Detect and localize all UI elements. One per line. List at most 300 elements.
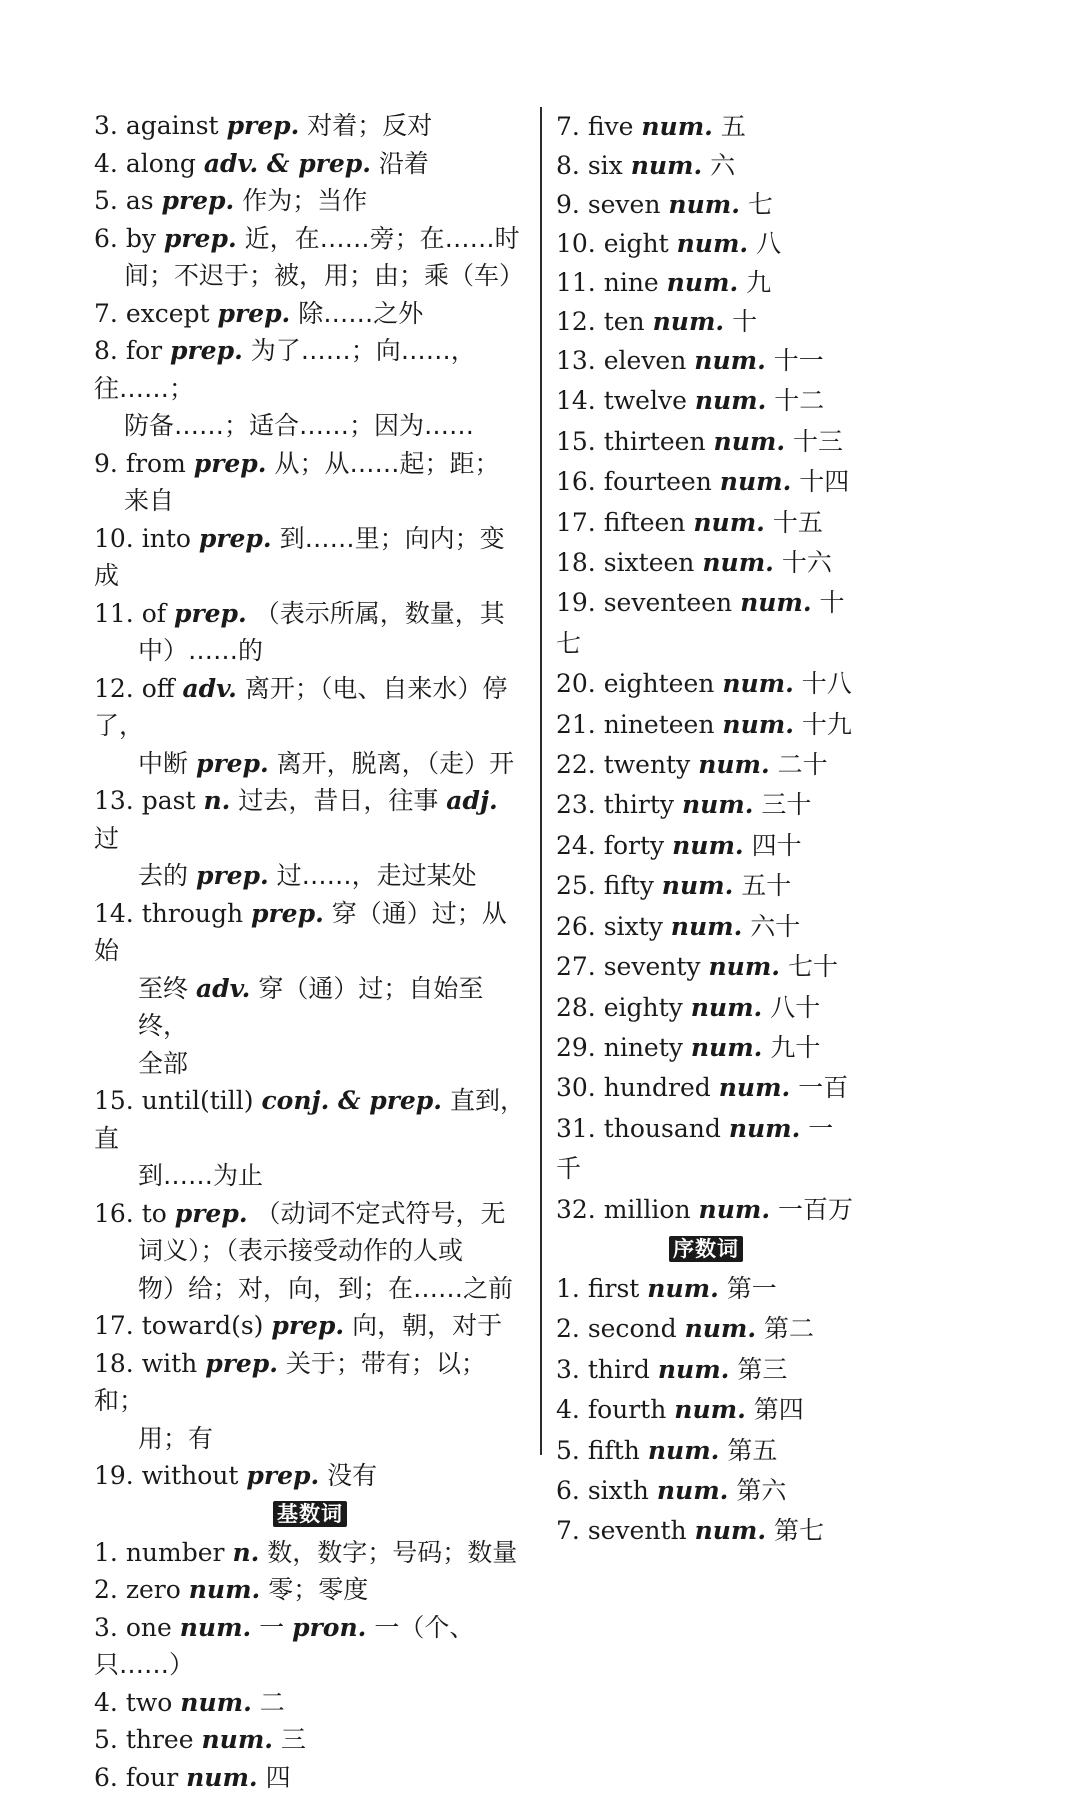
- entry-word: fourth: [588, 1395, 667, 1424]
- vocab-entry: [556, 146, 856, 185]
- entry-pos: num.: [698, 750, 770, 779]
- entry-number: 11.: [556, 268, 596, 297]
- entry-pos: num.: [672, 831, 744, 860]
- entry-word: ninety: [604, 1033, 683, 1062]
- entry-continuation: [94, 257, 526, 295]
- vocab-entry: [556, 263, 856, 302]
- entry-word: toward(s): [142, 1311, 264, 1340]
- entry-meaning: 八: [756, 229, 781, 258]
- entry-number: 31.: [556, 1114, 596, 1143]
- entry-meaning-cont: 穿（通）过；自始至终，: [138, 974, 483, 1041]
- entry-word: until(till): [142, 1086, 254, 1115]
- vocab-entry: [556, 866, 856, 906]
- entry-meaning: 一百万: [778, 1195, 853, 1224]
- entry-number: 5.: [94, 186, 118, 215]
- entry-meaning-cont: 来自: [124, 486, 174, 515]
- entry-pos: prep.: [246, 1461, 319, 1490]
- entry-meaning: 第七: [774, 1516, 824, 1545]
- vocab-entry: [556, 988, 856, 1028]
- entry-word: to: [142, 1199, 167, 1228]
- ordinal-heading-row: [556, 1236, 856, 1265]
- vocab-entry: [94, 1457, 526, 1495]
- entry-meaning-cont-prefix: 去的: [138, 861, 188, 890]
- vocab-entry: [94, 1195, 526, 1308]
- entry-pos: num.: [682, 790, 754, 819]
- entry-meaning: 对着；反对: [307, 111, 432, 140]
- entry-number: 14.: [556, 386, 596, 415]
- entry-meaning-cont: 用；有: [138, 1424, 213, 1453]
- entry-pos: prep.: [251, 899, 324, 928]
- entry-number: 27.: [556, 952, 596, 981]
- entry-number: 23.: [556, 790, 596, 819]
- entry-meaning: 第五: [727, 1436, 777, 1465]
- entry-pos: prep.: [227, 111, 300, 140]
- entry-word: without: [142, 1461, 239, 1490]
- entry-pos: prep.: [218, 299, 291, 328]
- entry-pos: num.: [180, 1688, 252, 1717]
- entry-meaning-cont: 中）……的: [138, 636, 263, 665]
- entry-word: third: [588, 1355, 650, 1384]
- vocab-entry: [94, 445, 526, 520]
- entry-word: through: [142, 899, 243, 928]
- entry-number: 4.: [94, 149, 118, 178]
- vocab-entry: [556, 826, 856, 866]
- entry-word: into: [142, 524, 191, 553]
- entry-number: 8.: [94, 336, 118, 365]
- entry-pos: num.: [671, 912, 743, 941]
- entry-meaning: 沿着: [379, 149, 429, 178]
- entry-word: by: [126, 224, 156, 253]
- entry-number: 3.: [556, 1355, 580, 1384]
- vocab-entry: [94, 1534, 526, 1572]
- vocab-entry: [556, 1350, 856, 1390]
- entry-pos: num.: [657, 1476, 729, 1505]
- entry-word: three: [126, 1725, 194, 1754]
- entry-word: million: [604, 1195, 691, 1224]
- entry-meaning: 十: [732, 307, 757, 336]
- vocab-entry: [556, 224, 856, 263]
- entry-pos-cont: adv.: [196, 974, 250, 1003]
- entry-number: 15.: [94, 1086, 134, 1115]
- entry-pos: num.: [674, 1395, 746, 1424]
- vocab-entry: [556, 1431, 856, 1471]
- entry-word: eighteen: [604, 669, 715, 698]
- entry-meaning: 十八: [802, 669, 852, 698]
- entry-word: thirteen: [604, 427, 706, 456]
- entry-word: off: [142, 674, 175, 703]
- entry-pos-secondary: adj.: [446, 786, 497, 815]
- entry-word: as: [126, 186, 154, 215]
- entry-word: past: [142, 786, 196, 815]
- entry-meaning-cont-prefix: 中断: [138, 749, 188, 778]
- entry-word: six: [588, 151, 623, 180]
- entry-number: 20.: [556, 669, 596, 698]
- entry-meaning: 一: [259, 1613, 284, 1642]
- entry-meaning: 二十: [778, 750, 828, 779]
- entry-word: fifteen: [604, 508, 686, 537]
- entry-pos: n.: [232, 1538, 259, 1567]
- entry-continuation: [94, 632, 526, 670]
- entry-number: 2.: [556, 1314, 580, 1343]
- entry-pos-cont: prep.: [196, 749, 269, 778]
- entry-meaning: 十二: [774, 386, 824, 415]
- entry-pos: prep.: [199, 524, 272, 553]
- entry-number: 10.: [556, 229, 596, 258]
- entry-number: 19.: [556, 588, 596, 617]
- vocab-entry: [556, 107, 856, 146]
- entry-meaning-cont: 间；不迟于；被，用；由；乘（车）: [124, 261, 524, 290]
- entry-meaning: 十一: [774, 346, 824, 375]
- entry-meaning-cont: 物）给；对，向，到；在……之前: [138, 1274, 513, 1303]
- vocab-entry: [556, 1190, 856, 1230]
- entry-meaning: 三: [281, 1725, 306, 1754]
- entry-word: hundred: [604, 1073, 711, 1102]
- entry-meaning: 八十: [770, 993, 820, 1022]
- entry-meaning: 九: [746, 268, 771, 297]
- vocab-entry: [94, 107, 526, 145]
- entry-word: thirty: [604, 790, 674, 819]
- vocab-entry: [556, 745, 856, 785]
- left-column: [94, 107, 526, 1796]
- vocab-entry: [556, 302, 856, 341]
- entry-meaning: 作为；当作: [242, 186, 367, 215]
- entry-word: with: [142, 1349, 198, 1378]
- entry-pos: num.: [677, 229, 749, 258]
- vocab-entry: [556, 1511, 856, 1551]
- entry-continuation: [94, 970, 526, 1045]
- entry-number: 28.: [556, 993, 596, 1022]
- vocab-entry: [94, 1571, 526, 1609]
- entry-continuation: [94, 857, 526, 895]
- vocab-entry: [94, 782, 526, 895]
- entry-continuation: [94, 1232, 526, 1270]
- entry-word: eight: [604, 229, 669, 258]
- entry-word: first: [588, 1274, 640, 1303]
- vocab-entry: [556, 422, 856, 462]
- entry-pos: num.: [695, 386, 767, 415]
- entry-meaning: 六: [710, 151, 735, 180]
- entry-pos: num.: [668, 190, 740, 219]
- entry-number: 6.: [94, 224, 118, 253]
- vocab-entry: [94, 1345, 526, 1458]
- entry-meaning: 十七: [556, 588, 845, 657]
- entry-number: 4.: [94, 1688, 118, 1717]
- entry-meaning: 六十: [750, 912, 800, 941]
- entry-meaning: 十五: [773, 508, 823, 537]
- entry-meaning: 向，朝，对于: [352, 1311, 502, 1340]
- cardinal-list-part2: [556, 107, 856, 1230]
- entry-meaning-cont: 过……，走过某处: [277, 861, 477, 890]
- entry-number: 12.: [94, 674, 134, 703]
- entry-word: thousand: [604, 1114, 721, 1143]
- entry-number: 7.: [94, 299, 118, 328]
- entry-number: 9.: [94, 449, 118, 478]
- entry-number: 24.: [556, 831, 596, 860]
- vocab-entry: [94, 145, 526, 183]
- vocab-entry: [556, 583, 856, 664]
- vocab-entry: [556, 503, 856, 543]
- entry-pos: num.: [719, 1073, 791, 1102]
- entry-continuation: [94, 1420, 526, 1458]
- entry-word: seventy: [604, 952, 701, 981]
- entry-pos: num.: [641, 112, 713, 141]
- entry-pos: num.: [695, 1516, 767, 1545]
- entry-continuation: [94, 1045, 526, 1083]
- vocab-entry: [94, 1307, 526, 1345]
- entry-pos: num.: [693, 508, 765, 537]
- entry-number: 11.: [94, 599, 134, 628]
- entry-meaning: 第一: [727, 1274, 777, 1303]
- entry-word: twelve: [604, 386, 687, 415]
- entry-meaning: 十六: [782, 548, 832, 577]
- entry-word: five: [588, 112, 634, 141]
- entry-meaning: 数，数字；号码；数量: [267, 1538, 517, 1567]
- entry-word: one: [126, 1613, 172, 1642]
- vocab-entry: [556, 947, 856, 987]
- entry-number: 22.: [556, 750, 596, 779]
- entry-number: 18.: [94, 1349, 134, 1378]
- vocab-entry: [556, 341, 856, 381]
- entry-number: 13.: [94, 786, 134, 815]
- entry-pos: num.: [702, 548, 774, 577]
- entry-pos: num.: [694, 346, 766, 375]
- entry-number: 25.: [556, 871, 596, 900]
- entry-meaning: 四十: [752, 831, 802, 860]
- entry-pos: num.: [685, 1314, 757, 1343]
- entry-meaning-cont: 离开，脱离，（走）开: [277, 749, 515, 778]
- vocab-entry: [556, 664, 856, 704]
- entry-number: 3.: [94, 111, 118, 140]
- entry-word: nineteen: [604, 710, 715, 739]
- vocab-entry: [556, 1390, 856, 1430]
- entry-word: seventh: [588, 1516, 687, 1545]
- entry-meaning: 第四: [754, 1395, 804, 1424]
- entry-pos: num.: [722, 710, 794, 739]
- entry-meaning: 二: [260, 1688, 285, 1717]
- entry-word: from: [126, 449, 186, 478]
- cardinal-heading-row: [94, 1501, 526, 1530]
- vocab-entry: [556, 1068, 856, 1108]
- entry-number: 26.: [556, 912, 596, 941]
- entry-meaning: 一百: [798, 1073, 848, 1102]
- entry-number: 16.: [556, 467, 596, 496]
- entry-pos: num.: [709, 952, 781, 981]
- vocab-entry: [556, 1269, 856, 1309]
- entry-pos: conj. & prep.: [261, 1086, 442, 1115]
- entry-meaning: 五十: [741, 871, 791, 900]
- entry-pos: num.: [729, 1114, 801, 1143]
- vocab-entry: [94, 520, 526, 595]
- entry-meaning: 零；零度: [268, 1575, 368, 1604]
- vocab-entry: [94, 182, 526, 220]
- entry-meaning: 第三: [737, 1355, 787, 1384]
- entry-continuation: [94, 1270, 526, 1308]
- entry-meaning: 近，在……旁；在……时: [245, 224, 520, 253]
- entry-pos: num.: [647, 1274, 719, 1303]
- entry-pos: num.: [691, 1033, 763, 1062]
- entry-meaning: 一千: [556, 1114, 833, 1183]
- entry-pos: num.: [186, 1763, 258, 1792]
- entry-word: fifty: [604, 871, 654, 900]
- ordinal-list: [556, 1269, 856, 1552]
- entry-pos: num.: [699, 1195, 771, 1224]
- vocab-entry: [94, 220, 526, 295]
- entry-pos: prep.: [174, 599, 247, 628]
- vocab-entry: [94, 1609, 526, 1684]
- entry-word: sixth: [588, 1476, 649, 1505]
- entry-number: 19.: [94, 1461, 134, 1490]
- vocab-entry: [94, 1684, 526, 1722]
- entry-pos: num.: [658, 1355, 730, 1384]
- ordinal-heading: 序数词: [669, 1236, 743, 1262]
- vocab-entry: [556, 185, 856, 224]
- entry-meaning-secondary: 一（个、只……）: [94, 1613, 474, 1680]
- entry-meaning: 到……里；向内；变成: [94, 524, 505, 591]
- entry-meaning: 十三: [793, 427, 843, 456]
- cardinal-heading: 基数词: [273, 1501, 347, 1527]
- entry-continuation: [94, 407, 526, 445]
- entry-number: 7.: [556, 112, 580, 141]
- entry-number: 1.: [556, 1274, 580, 1303]
- entry-meaning: 第六: [736, 1476, 786, 1505]
- entry-word: two: [126, 1688, 173, 1717]
- entry-pos: prep.: [170, 336, 243, 365]
- entry-number: 2.: [94, 1575, 118, 1604]
- entry-pos: prep.: [162, 186, 235, 215]
- entry-pos: num.: [201, 1725, 273, 1754]
- vocab-entry: [94, 1721, 526, 1759]
- entry-number: 18.: [556, 548, 596, 577]
- entry-pos: adv.: [182, 674, 236, 703]
- right-column: [556, 107, 856, 1552]
- vocab-entry: [556, 1309, 856, 1349]
- entry-pos: num.: [189, 1575, 261, 1604]
- entry-pos: num.: [740, 588, 812, 617]
- entry-meaning: （动词不定式符号，无: [255, 1199, 505, 1228]
- entry-number: 3.: [94, 1613, 118, 1642]
- vocab-entry: [556, 705, 856, 745]
- entry-pos: num.: [722, 669, 794, 698]
- entry-pos-secondary: pron.: [292, 1613, 366, 1642]
- vocab-entry: [556, 381, 856, 421]
- vocab-entry: [556, 462, 856, 502]
- entry-meaning: 七: [748, 190, 773, 219]
- vocab-entry: [556, 785, 856, 825]
- entry-word: ten: [604, 307, 645, 336]
- entry-meaning: 穿（通）过；从始: [94, 899, 507, 966]
- entry-meaning-cont: 防备……；适合……；因为……: [124, 411, 474, 440]
- entry-meaning-cont: 到……为止: [138, 1161, 263, 1190]
- entry-pos: num.: [662, 871, 734, 900]
- entry-word: eleven: [604, 346, 687, 375]
- entry-word: seven: [588, 190, 661, 219]
- entry-word: number: [126, 1538, 225, 1567]
- entry-meaning: 三十: [761, 790, 811, 819]
- entry-number: 6.: [94, 1763, 118, 1792]
- entry-meaning: 十四: [799, 467, 849, 496]
- entry-word: except: [126, 299, 210, 328]
- cardinal-list-part1: [94, 1534, 526, 1796]
- vocab-entry: [94, 595, 526, 670]
- column-divider: [540, 107, 542, 1455]
- entry-meaning: 离开；（电、自来水）停了，: [94, 674, 507, 741]
- entry-word: zero: [126, 1575, 181, 1604]
- entry-number: 32.: [556, 1195, 596, 1224]
- entry-number: 17.: [94, 1311, 134, 1340]
- entry-pos: num.: [714, 427, 786, 456]
- entry-pos: num.: [667, 268, 739, 297]
- entry-pos: n.: [203, 786, 230, 815]
- entry-meaning: 四: [266, 1763, 291, 1792]
- entry-pos: num.: [691, 993, 763, 1022]
- entry-meaning-cont-prefix: 至终: [138, 974, 188, 1003]
- entry-pos: num.: [720, 467, 792, 496]
- entry-number: 6.: [556, 1476, 580, 1505]
- entry-number: 15.: [556, 427, 596, 456]
- entry-number: 4.: [556, 1395, 580, 1424]
- entry-pos: prep.: [175, 1199, 248, 1228]
- entry-meaning: （表示所属，数量，其: [255, 599, 505, 628]
- entry-word: against: [126, 111, 219, 140]
- entry-meaning: 从；从……起；距；: [274, 449, 499, 478]
- entry-word: twenty: [604, 750, 691, 779]
- entry-meaning: 第二: [764, 1314, 814, 1343]
- entry-continuation: [94, 745, 526, 783]
- entry-number: 29.: [556, 1033, 596, 1062]
- entry-number: 14.: [94, 899, 134, 928]
- entry-meaning-cont: 全部: [138, 1049, 188, 1078]
- entry-word: sixteen: [604, 548, 695, 577]
- entry-number: 1.: [94, 1538, 118, 1567]
- entry-meaning-secondary: 过: [94, 824, 119, 853]
- entry-number: 8.: [556, 151, 580, 180]
- entry-pos: num.: [648, 1436, 720, 1465]
- entry-meaning: 除……之外: [298, 299, 423, 328]
- vocab-entry: [94, 895, 526, 1083]
- prep-list: [94, 107, 526, 1495]
- entry-pos: num.: [180, 1613, 252, 1642]
- vocab-entry: [556, 1028, 856, 1068]
- vocab-entry: [94, 295, 526, 333]
- vocab-entry: [556, 543, 856, 583]
- entry-meaning: 没有: [327, 1461, 377, 1490]
- entry-number: 10.: [94, 524, 134, 553]
- entry-number: 5.: [94, 1725, 118, 1754]
- vocab-entry: [556, 1471, 856, 1511]
- entry-continuation: [94, 1157, 526, 1195]
- entry-meaning: 七十: [788, 952, 838, 981]
- entry-meaning: 过去，昔日，往事: [238, 786, 438, 815]
- entry-word: sixty: [604, 912, 663, 941]
- entry-meaning: 五: [721, 112, 746, 141]
- vocab-entry: [94, 332, 526, 445]
- vocab-entry: [94, 1082, 526, 1195]
- entry-word: forty: [604, 831, 664, 860]
- entry-word: of: [142, 599, 166, 628]
- entry-number: 5.: [556, 1436, 580, 1465]
- entry-number: 7.: [556, 1516, 580, 1545]
- entry-number: 16.: [94, 1199, 134, 1228]
- entry-word: fourteen: [604, 467, 712, 496]
- entry-pos: num.: [631, 151, 703, 180]
- entry-word: along: [126, 149, 196, 178]
- vocab-entry: [556, 907, 856, 947]
- entry-meaning: 九十: [770, 1033, 820, 1062]
- vocab-entry: [94, 1759, 526, 1796]
- entry-number: 30.: [556, 1073, 596, 1102]
- entry-meaning-cont: 词义）；（表示接受动作的人或: [138, 1236, 463, 1265]
- entry-meaning: 为了……；向……，往……；: [94, 336, 476, 403]
